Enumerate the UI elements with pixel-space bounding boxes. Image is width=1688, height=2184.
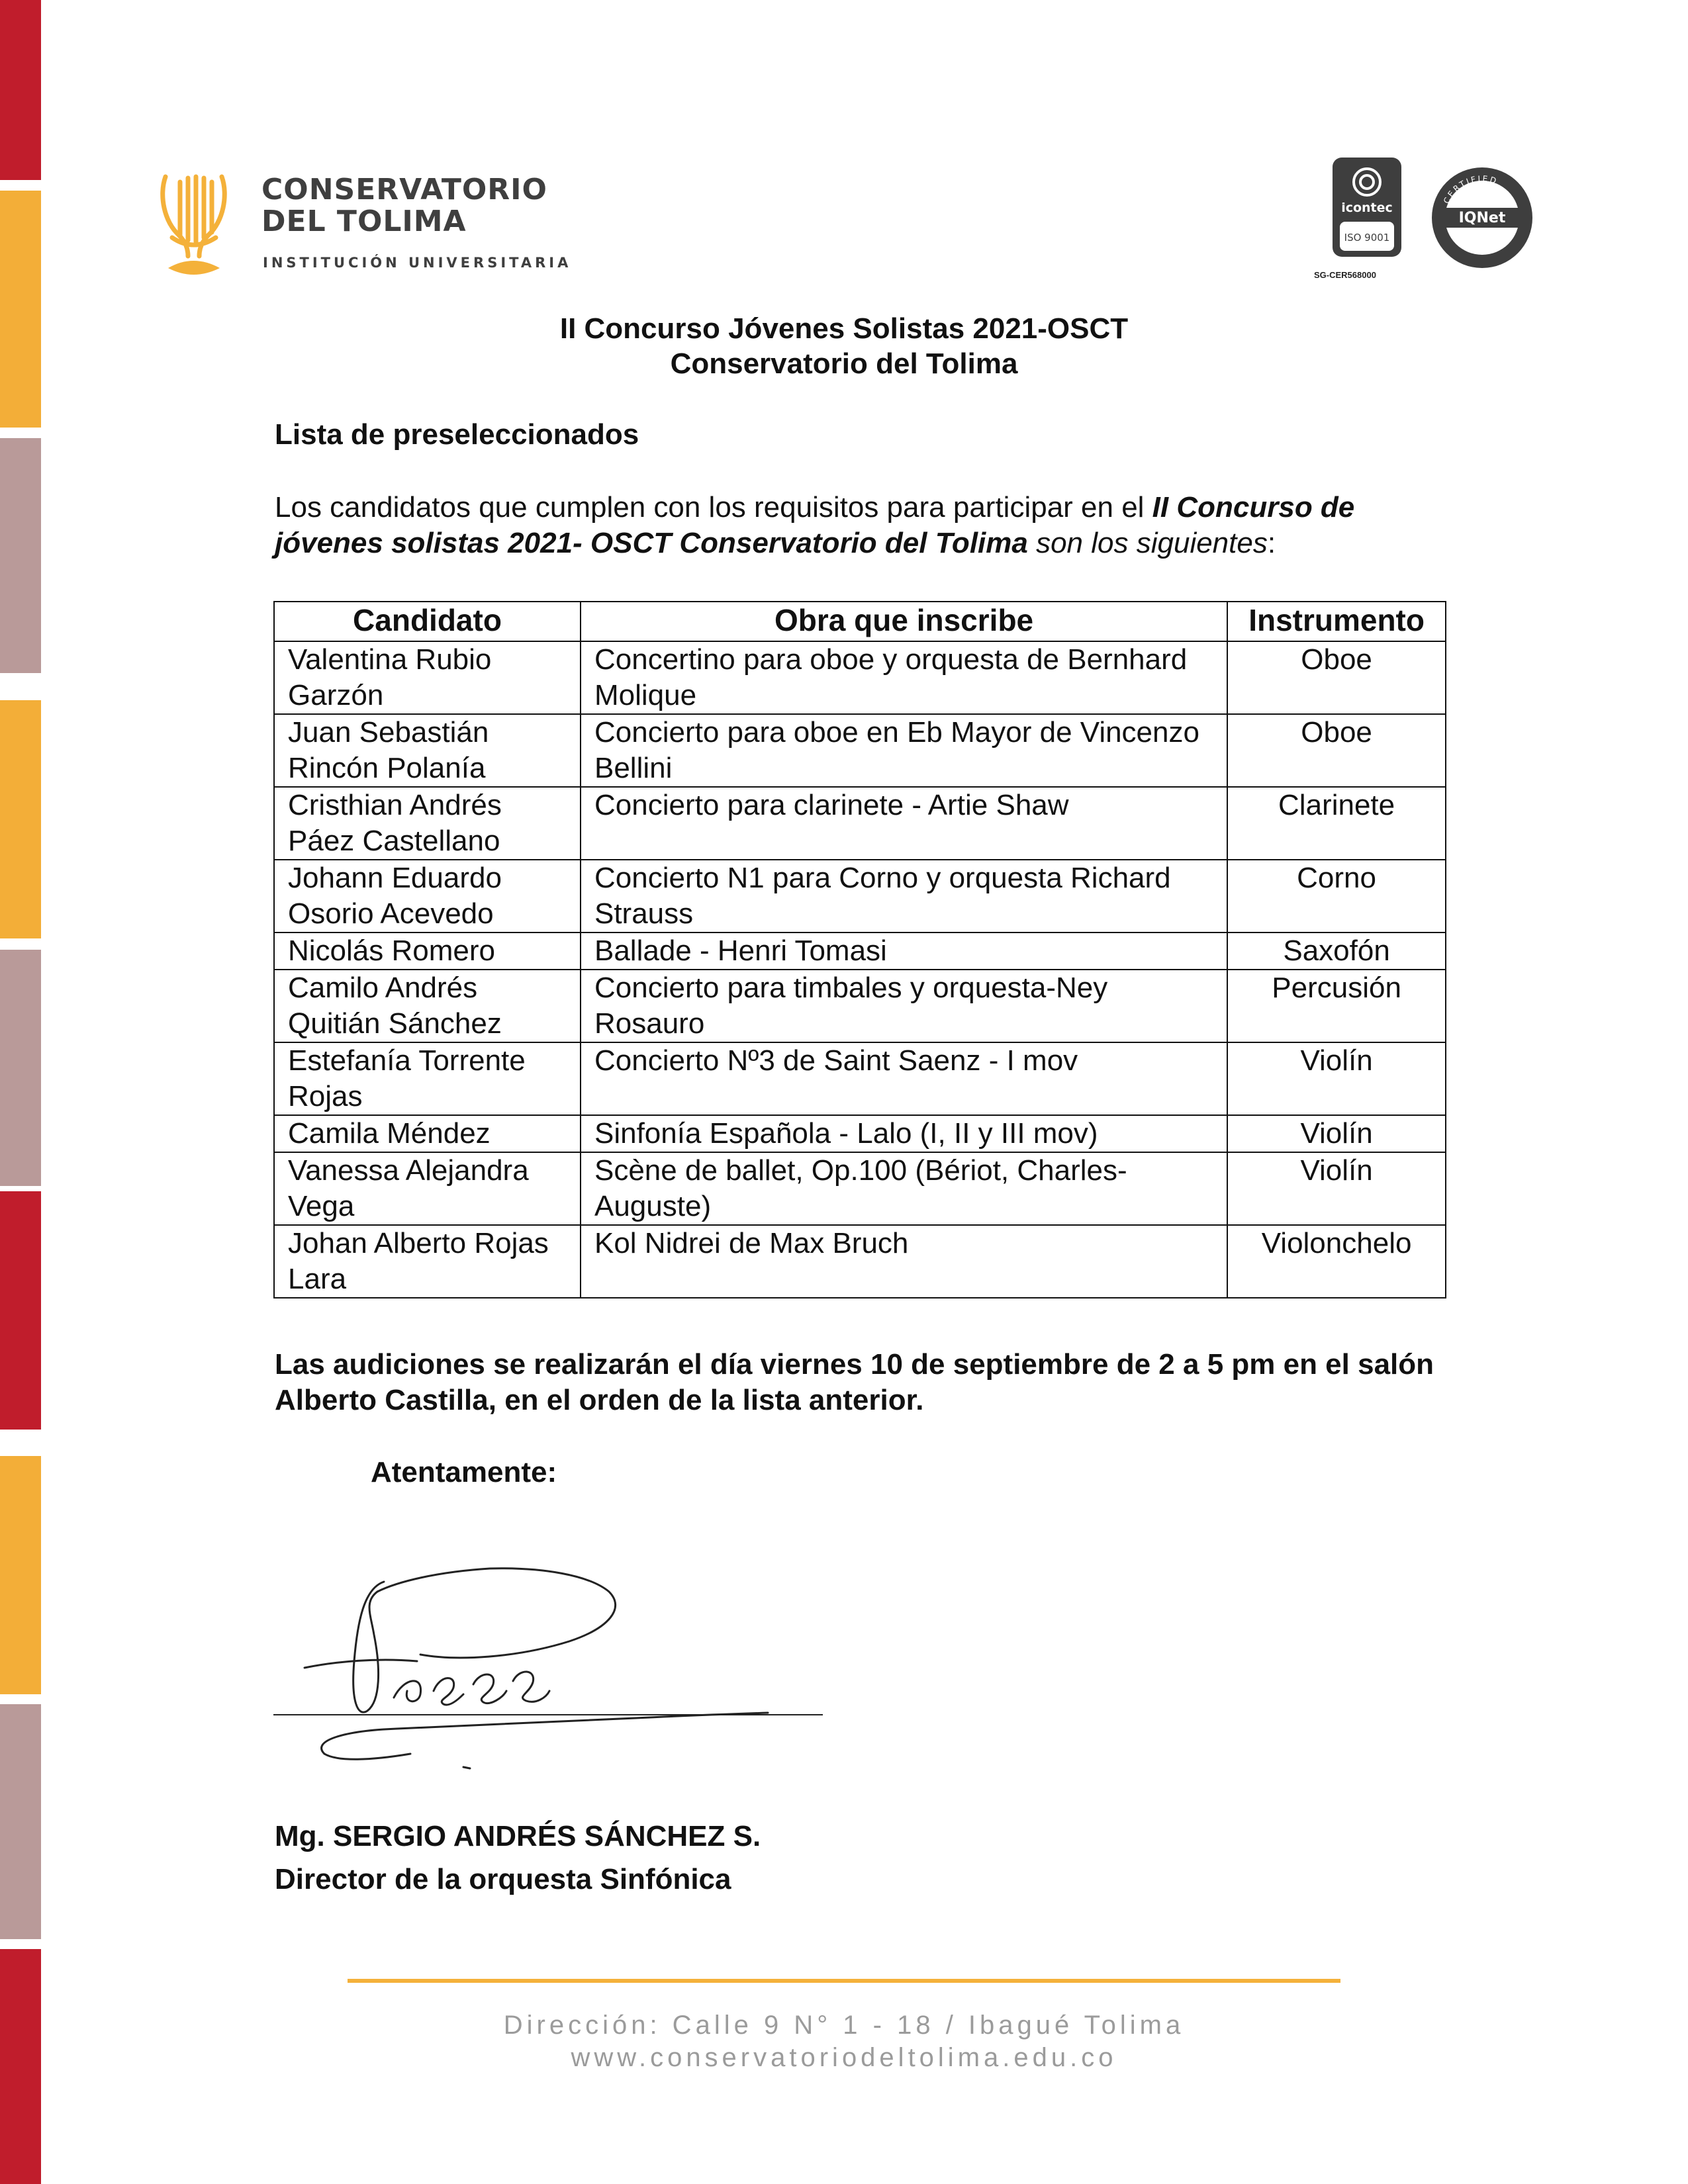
candidate-cell: Juan Sebastián Rincón Polanía bbox=[274, 714, 581, 787]
candidate-cell: Cristhian Andrés Páez Castellano bbox=[274, 787, 581, 860]
column-header-work: Obra que inscribe bbox=[581, 602, 1227, 641]
table-row bbox=[274, 933, 1446, 970]
icontec-certification-logo bbox=[1331, 156, 1403, 261]
logo-subtitle: INSTITUCIÓN UNIVERSITARIA bbox=[263, 255, 572, 271]
table-row bbox=[274, 1115, 1446, 1152]
stripe-segment-mauve bbox=[0, 1704, 41, 1939]
candidate-cell: Vanessa Alejandra Vega bbox=[274, 1152, 581, 1225]
table-row bbox=[274, 860, 1446, 933]
candidates-table bbox=[273, 601, 1446, 1298]
table-row bbox=[274, 1152, 1446, 1225]
intro-lead: Los candidatos que cumplen con los requisitos para participar en el bbox=[275, 491, 1152, 523]
candidate-cell: Nicolás Romero bbox=[274, 933, 581, 970]
work-cell: Concierto N1 para Corno y orquesta Richard Strauss bbox=[581, 860, 1227, 933]
column-header-instrument: Instrumento bbox=[1227, 602, 1446, 641]
work-cell: Scène de ballet, Op.100 (Bériot, Charles-Auguste) bbox=[581, 1152, 1227, 1225]
stripe-segment-red bbox=[0, 0, 41, 180]
work-cell: Concertino para oboe y orquesta de Bernhard Molique bbox=[581, 641, 1227, 714]
candidate-cell: Johann Eduardo Osorio Acevedo bbox=[274, 860, 581, 933]
instrument-cell: Clarinete bbox=[1227, 787, 1446, 860]
audition-note: Las audiciones se realizarán el día viernes 10 de septiembre de 2 a 5 pm en el salón Alberto Castilla, en el orden de la lista anterior. bbox=[275, 1348, 1434, 1416]
footer-website: www.conservatoriodeltolima.edu.co bbox=[571, 2043, 1117, 2072]
instrument-cell: Percusión bbox=[1227, 970, 1446, 1042]
candidate-cell: Johan Alberto Rojas Lara bbox=[274, 1225, 581, 1298]
intro-paragraph bbox=[275, 490, 1446, 561]
instrument-cell: Corno bbox=[1227, 860, 1446, 933]
list-heading: Lista de preseleccionados bbox=[275, 418, 639, 451]
table-row bbox=[274, 970, 1446, 1042]
candidate-cell: Camila Méndez bbox=[274, 1115, 581, 1152]
footer-address: Dirección: Calle 9 N° 1 - 18 / Ibagué Tolima bbox=[503, 2011, 1185, 2040]
table-row bbox=[274, 641, 1446, 714]
table-header-row bbox=[274, 602, 1446, 641]
candidate-cell: Valentina Rubio Garzón bbox=[274, 641, 581, 714]
instrument-cell: Violín bbox=[1227, 1152, 1446, 1225]
footer-divider bbox=[348, 1979, 1340, 1983]
instrument-cell: Violín bbox=[1227, 1115, 1446, 1152]
closing-salutation: Atentamente: bbox=[371, 1456, 557, 1488]
stripe-segment-mauve bbox=[0, 438, 41, 673]
svg-text:ISO 9001: ISO 9001 bbox=[1344, 232, 1390, 244]
intro-contest-name: II Concurso de jóvenes solistas 2021- OSCT Conservatorio del Tolima bbox=[275, 491, 1355, 559]
handwritten-signature bbox=[265, 1562, 834, 1787]
work-cell: Kol Nidrei de Max Bruch bbox=[581, 1225, 1227, 1298]
logo-name-line2: DEL TOLIMA bbox=[261, 205, 467, 238]
table-row bbox=[274, 1042, 1446, 1115]
signer-name: Mg. SERGIO ANDRÉS SÁNCHEZ S. bbox=[275, 1820, 761, 1852]
document-subtitle: Conservatorio del Tolima bbox=[670, 347, 1018, 380]
intro-tail: son los siguientes bbox=[1027, 527, 1268, 559]
table-row bbox=[274, 787, 1446, 860]
stripe-segment-orange bbox=[0, 191, 41, 428]
candidate-cell: Camilo Andrés Quitián Sánchez bbox=[274, 970, 581, 1042]
work-cell: Concierto para clarinete - Artie Shaw bbox=[581, 787, 1227, 860]
document-title: II Concurso Jóvenes Solistas 2021-OSCT bbox=[559, 312, 1129, 345]
svg-text:IQNet: IQNet bbox=[1458, 210, 1506, 226]
signature-line bbox=[273, 1714, 823, 1715]
iqnet-certification-logo bbox=[1430, 165, 1534, 270]
stripe-segment-orange bbox=[0, 1456, 41, 1694]
lyre-icon bbox=[159, 169, 228, 281]
table-row bbox=[274, 714, 1446, 787]
stripe-segment-orange bbox=[0, 700, 41, 938]
svg-text:icontec: icontec bbox=[1341, 201, 1393, 215]
logo-name bbox=[261, 174, 547, 238]
stripe-segment-mauve bbox=[0, 950, 41, 1186]
table-row bbox=[274, 1225, 1446, 1298]
intro-colon: : bbox=[1267, 527, 1276, 559]
work-cell: Concierto Nº3 de Saint Saenz - I mov bbox=[581, 1042, 1227, 1115]
svg-text:CERTIFIED: CERTIFIED bbox=[1441, 173, 1499, 206]
work-cell: Concierto para timbales y orquesta-Ney Rosauro bbox=[581, 970, 1227, 1042]
instrument-cell: Violín bbox=[1227, 1042, 1446, 1115]
certificate-code: SG-CER568000 bbox=[1314, 270, 1376, 280]
instrument-cell: Oboe bbox=[1227, 641, 1446, 714]
instrument-cell: Saxofón bbox=[1227, 933, 1446, 970]
work-cell: Concierto para oboe en Eb Mayor de Vincenzo Bellini bbox=[581, 714, 1227, 787]
signer-role: Director de la orquesta Sinfónica bbox=[275, 1863, 731, 1895]
institution-logo bbox=[159, 169, 572, 281]
candidate-cell: Estefanía Torrente Rojas bbox=[274, 1042, 581, 1115]
stripe-segment-red bbox=[0, 1191, 41, 1430]
instrument-cell: Violonchelo bbox=[1227, 1225, 1446, 1298]
instrument-cell: Oboe bbox=[1227, 714, 1446, 787]
work-cell: Sinfonía Española - Lalo (I, II y III mov) bbox=[581, 1115, 1227, 1152]
logo-name-line1: CONSERVATORIO bbox=[261, 173, 547, 206]
work-cell: Ballade - Henri Tomasi bbox=[581, 933, 1227, 970]
column-header-candidate: Candidato bbox=[274, 602, 581, 641]
